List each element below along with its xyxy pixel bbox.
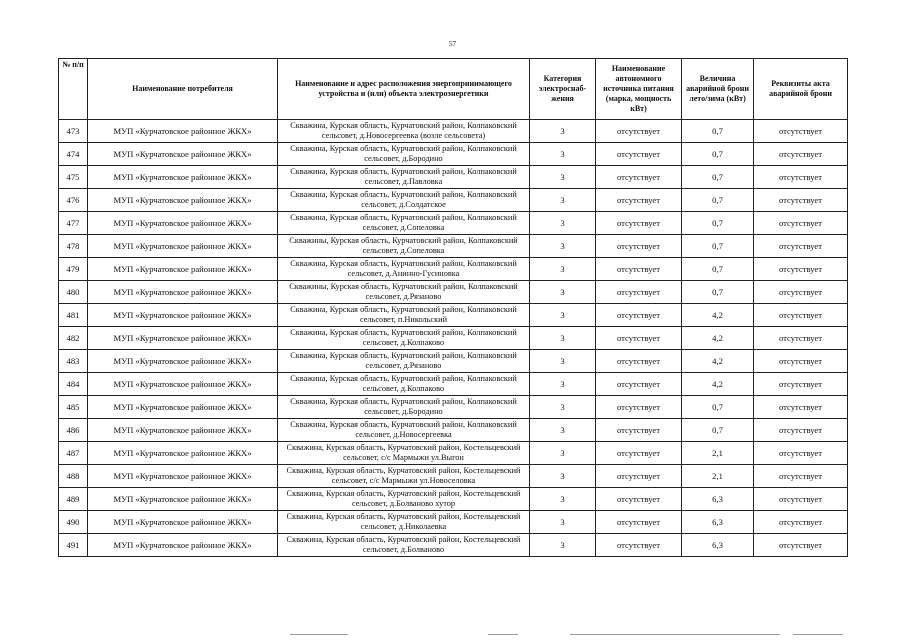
table-row — [59, 212, 848, 235]
cell-source: отсутствует — [596, 350, 682, 373]
cell-num: 476 — [59, 189, 88, 212]
table-header-row — [59, 59, 848, 120]
cell-consumer: МУП «Курчатовское районное ЖКХ» — [88, 120, 278, 143]
cell-num: 481 — [59, 304, 88, 327]
cell-address: Скважина, Курская область, Курчатовский район, Колпаковский сельсовет, д.Бородино — [278, 143, 530, 166]
cell-source: отсутствует — [596, 281, 682, 304]
cell-act: отсутствует — [754, 281, 848, 304]
cell-act: отсутствует — [754, 396, 848, 419]
cell-consumer: МУП «Курчатовское районное ЖКХ» — [88, 189, 278, 212]
cell-category: 3 — [530, 465, 596, 488]
table-row — [59, 488, 848, 511]
header-reserve: Величина аварийной брони лето/зима (кВт) — [682, 59, 754, 120]
cell-act: отсутствует — [754, 373, 848, 396]
cell-consumer: МУП «Курчатовское районное ЖКХ» — [88, 304, 278, 327]
cell-reserve: 0,7 — [682, 419, 754, 442]
cell-consumer: МУП «Курчатовское районное ЖКХ» — [88, 442, 278, 465]
cell-source: отсутствует — [596, 143, 682, 166]
table-row — [59, 534, 848, 557]
cell-source: отсутствует — [596, 442, 682, 465]
cell-num: 487 — [59, 442, 88, 465]
cell-address: Скважина, Курская область, Курчатовский район, Костельцевский сельсовет, д.Болваново — [278, 534, 530, 557]
cell-address: Скважина, Курская область, Курчатовский район, Колпаковский сельсовет, п.Никольский — [278, 304, 530, 327]
cell-category: 3 — [530, 166, 596, 189]
cell-consumer: МУП «Курчатовское районное ЖКХ» — [88, 534, 278, 557]
cell-num: 477 — [59, 212, 88, 235]
cell-reserve: 2,1 — [682, 442, 754, 465]
cell-source: отсутствует — [596, 304, 682, 327]
cell-consumer: МУП «Курчатовское районное ЖКХ» — [88, 166, 278, 189]
cell-reserve: 0,7 — [682, 396, 754, 419]
cell-reserve: 0,7 — [682, 281, 754, 304]
cell-address: Скважина, Курская область, Курчатовский район, Колпаковский сельсовет, д.Рязаново — [278, 350, 530, 373]
cell-address: Скважина, Курская область, Курчатовский район, Колпаковский сельсовет, д.Колпаково — [278, 373, 530, 396]
cell-reserve: 0,7 — [682, 143, 754, 166]
cell-category: 3 — [530, 396, 596, 419]
cell-reserve: 0,7 — [682, 235, 754, 258]
cell-source: отсутствует — [596, 258, 682, 281]
cell-num: 489 — [59, 488, 88, 511]
cell-category: 3 — [530, 235, 596, 258]
reserve-table — [58, 58, 848, 557]
cell-act: отсутствует — [754, 534, 848, 557]
cell-consumer: МУП «Курчатовское районное ЖКХ» — [88, 212, 278, 235]
table-row — [59, 304, 848, 327]
cell-category: 3 — [530, 281, 596, 304]
cell-consumer: МУП «Курчатовское районное ЖКХ» — [88, 419, 278, 442]
table-row — [59, 120, 848, 143]
cell-num: 485 — [59, 396, 88, 419]
cell-act: отсутствует — [754, 488, 848, 511]
cell-address: Скважина, Курская область, Курчатовский район, Колпаковский сельсовет, д.Анинно-Гусиновка — [278, 258, 530, 281]
cell-num: 478 — [59, 235, 88, 258]
cell-category: 3 — [530, 350, 596, 373]
cell-act: отсутствует — [754, 212, 848, 235]
table-row — [59, 465, 848, 488]
cell-act: отсутствует — [754, 258, 848, 281]
cell-act: отсутствует — [754, 304, 848, 327]
cell-consumer: МУП «Курчатовское районное ЖКХ» — [88, 465, 278, 488]
cell-consumer: МУП «Курчатовское районное ЖКХ» — [88, 350, 278, 373]
cell-reserve: 0,7 — [682, 120, 754, 143]
table-row — [59, 143, 848, 166]
table-row — [59, 235, 848, 258]
cell-act: отсутствует — [754, 120, 848, 143]
cell-address: Скважина, Курская область, Курчатовский район, Колпаковский сельсовет, д.Новосергеевка — [278, 419, 530, 442]
cell-category: 3 — [530, 373, 596, 396]
cell-act: отсутствует — [754, 189, 848, 212]
cell-category: 3 — [530, 189, 596, 212]
cell-consumer: МУП «Курчатовское районное ЖКХ» — [88, 373, 278, 396]
cell-address: Скважина, Курская область, Курчатовский район, Костельцевский сельсовет, с/с Мармыжи ул.Выгон — [278, 442, 530, 465]
page-number: 57 — [449, 40, 456, 48]
cell-category: 3 — [530, 511, 596, 534]
cell-reserve: 6,3 — [682, 488, 754, 511]
table-row — [59, 189, 848, 212]
cell-num: 474 — [59, 143, 88, 166]
cell-address: Скважина, Курская область, Курчатовский район, Костельцевский сельсовет, с/с Мармыжи ул.Новоселовка — [278, 465, 530, 488]
cell-source: отсутствует — [596, 120, 682, 143]
table-row — [59, 258, 848, 281]
cell-address: Скважины, Курская область, Курчатовский район, Колпаковский сельсовет, д.Сопеловка — [278, 235, 530, 258]
table-row — [59, 373, 848, 396]
cell-category: 3 — [530, 143, 596, 166]
cell-reserve: 0,7 — [682, 258, 754, 281]
cell-source: отсутствует — [596, 212, 682, 235]
cell-num: 475 — [59, 166, 88, 189]
cell-consumer: МУП «Курчатовское районное ЖКХ» — [88, 143, 278, 166]
cell-address: Скважина, Курская область, Курчатовский район, Колпаковский сельсовет, д.Бородино — [278, 396, 530, 419]
cell-reserve: 4,2 — [682, 350, 754, 373]
cell-consumer: МУП «Курчатовское районное ЖКХ» — [88, 488, 278, 511]
cell-consumer: МУП «Курчатовское районное ЖКХ» — [88, 258, 278, 281]
cell-category: 3 — [530, 120, 596, 143]
table-row — [59, 166, 848, 189]
header-consumer: Наименование потребителя — [88, 59, 278, 120]
cell-num: 490 — [59, 511, 88, 534]
table-row — [59, 396, 848, 419]
cell-reserve: 4,2 — [682, 373, 754, 396]
cell-num: 491 — [59, 534, 88, 557]
cell-num: 488 — [59, 465, 88, 488]
cell-consumer: МУП «Курчатовское районное ЖКХ» — [88, 327, 278, 350]
cell-act: отсутствует — [754, 166, 848, 189]
header-device: Наименование и адрес расположения энергопринимающего устройства и (или) объекта электроэнергетики — [278, 59, 530, 120]
cell-act: отсутствует — [754, 350, 848, 373]
cell-reserve: 0,7 — [682, 212, 754, 235]
cell-reserve: 0,7 — [682, 189, 754, 212]
header-act: Реквизиты акта аварийной брони — [754, 59, 848, 120]
table-row — [59, 511, 848, 534]
cell-reserve: 6,3 — [682, 511, 754, 534]
cell-num: 486 — [59, 419, 88, 442]
cell-consumer: МУП «Курчатовское районное ЖКХ» — [88, 281, 278, 304]
cell-category: 3 — [530, 258, 596, 281]
cell-source: отсутствует — [596, 534, 682, 557]
cell-source: отсутствует — [596, 166, 682, 189]
header-num: № п/п — [59, 59, 88, 120]
cell-source: отсутствует — [596, 419, 682, 442]
cell-act: отсутствует — [754, 465, 848, 488]
table-row — [59, 327, 848, 350]
cell-address: Скважина, Курская область, Курчатовский район, Костельцевский сельсовет, д.Николаевка — [278, 511, 530, 534]
cell-consumer: МУП «Курчатовское районное ЖКХ» — [88, 235, 278, 258]
cell-source: отсутствует — [596, 488, 682, 511]
cell-num: 483 — [59, 350, 88, 373]
cell-num: 480 — [59, 281, 88, 304]
cell-act: отсутствует — [754, 419, 848, 442]
cell-address: Скважины, Курская область, Курчатовский район, Колпаковский сельсовет, д.Рязаново — [278, 281, 530, 304]
cell-num: 484 — [59, 373, 88, 396]
table-row — [59, 350, 848, 373]
cell-reserve: 2,1 — [682, 465, 754, 488]
cell-source: отсутствует — [596, 465, 682, 488]
cell-act: отсутствует — [754, 143, 848, 166]
cell-category: 3 — [530, 442, 596, 465]
cell-num: 482 — [59, 327, 88, 350]
cell-act: отсутствует — [754, 327, 848, 350]
cell-category: 3 — [530, 419, 596, 442]
cell-address: Скважина, Курская область, Курчатовский район, Колпаковский сельсовет, д.Сопеловка — [278, 212, 530, 235]
table-row — [59, 442, 848, 465]
cell-consumer: МУП «Курчатовское районное ЖКХ» — [88, 396, 278, 419]
cell-reserve: 6,3 — [682, 534, 754, 557]
table-row — [59, 281, 848, 304]
cell-reserve: 4,2 — [682, 304, 754, 327]
cell-act: отсутствует — [754, 235, 848, 258]
cell-address: Скважина, Курская область, Курчатовский район, Колпаковский сельсовет, д.Солдатское — [278, 189, 530, 212]
cell-source: отсутствует — [596, 373, 682, 396]
cell-address: Скважина, Курская область, Курчатовский район, Колпаковский сельсовет, д.Новосергеевка (возле сельсовета) — [278, 120, 530, 143]
cell-consumer: МУП «Курчатовское районное ЖКХ» — [88, 511, 278, 534]
scan-artifact-line — [58, 634, 847, 636]
cell-act: отсутствует — [754, 442, 848, 465]
cell-category: 3 — [530, 327, 596, 350]
cell-address: Скважина, Курская область, Курчатовский район, Колпаковский сельсовет, д.Колпаково — [278, 327, 530, 350]
cell-category: 3 — [530, 212, 596, 235]
header-category: Категория электроснаб-жения — [530, 59, 596, 120]
cell-num: 473 — [59, 120, 88, 143]
cell-source: отсутствует — [596, 235, 682, 258]
cell-category: 3 — [530, 534, 596, 557]
cell-num: 479 — [59, 258, 88, 281]
table-body — [59, 120, 848, 557]
table-row — [59, 419, 848, 442]
cell-address: Скважина, Курская область, Курчатовский район, Костельцевский сельсовет, д.Болваново хутор — [278, 488, 530, 511]
cell-source: отсутствует — [596, 396, 682, 419]
cell-source: отсутствует — [596, 189, 682, 212]
cell-reserve: 4,2 — [682, 327, 754, 350]
cell-category: 3 — [530, 488, 596, 511]
cell-source: отсутствует — [596, 511, 682, 534]
cell-address: Скважина, Курская область, Курчатовский район, Колпаковский сельсовет, д.Павловка — [278, 166, 530, 189]
cell-category: 3 — [530, 304, 596, 327]
cell-act: отсутствует — [754, 511, 848, 534]
header-source: Наименование автономного источника питания (марка, мощность кВт) — [596, 59, 682, 120]
cell-reserve: 0,7 — [682, 166, 754, 189]
cell-source: отсутствует — [596, 327, 682, 350]
